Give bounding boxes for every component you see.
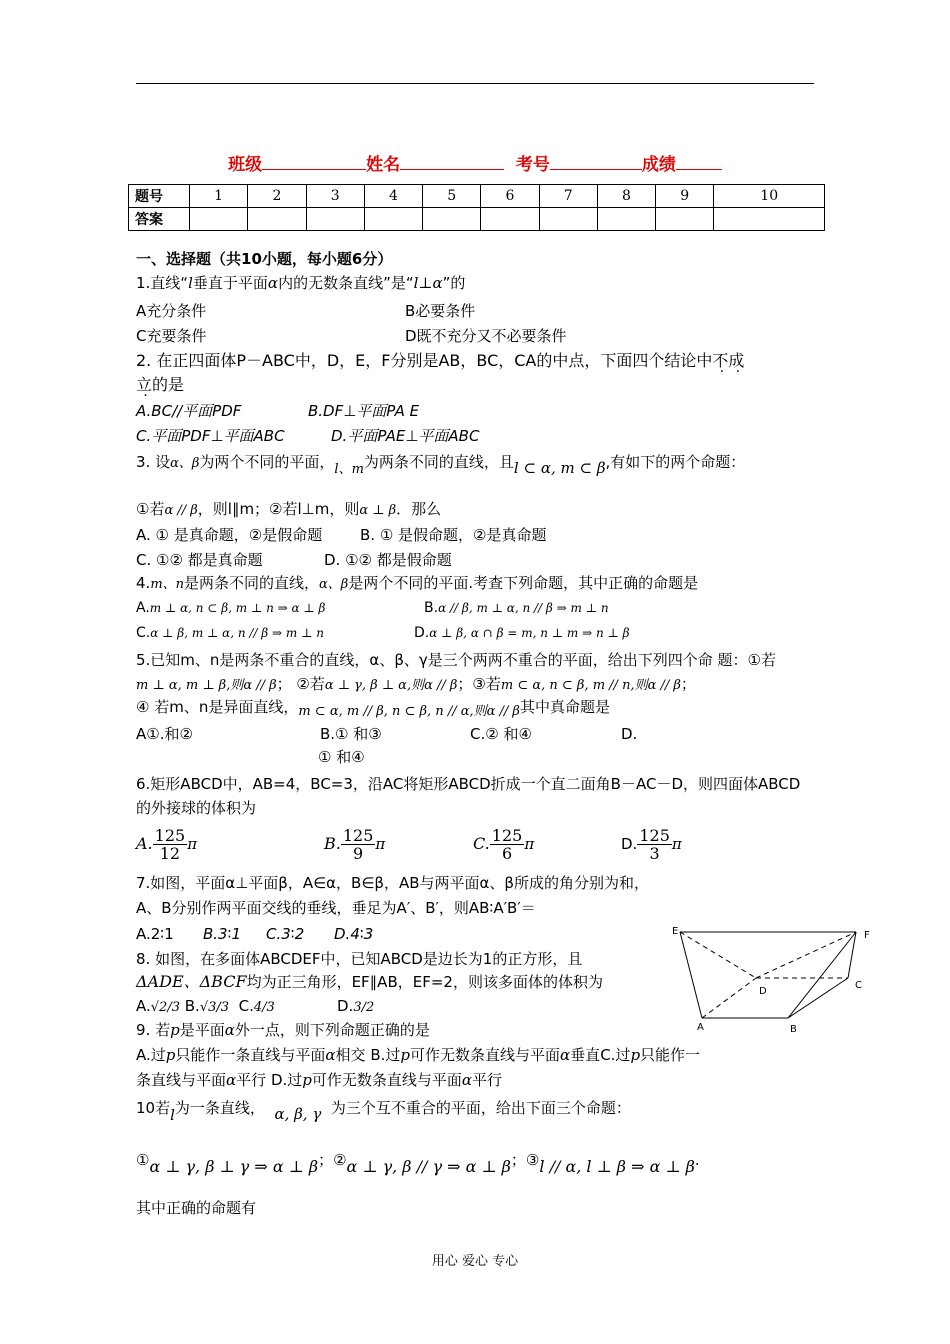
q7-option-a: A.2∶1 <box>136 925 174 943</box>
q8-a-value: √2/3 <box>150 1000 180 1015</box>
q6-stem: 6.矩形ABCD中，AB=4，BC=3，沿AC将矩形ABCD折成一个直二面角B－AC－D，则四面体ABCD <box>136 775 801 793</box>
q4-b-math: α // β, m ⊥ α, n // β ⇒ m ⊥ n <box>438 601 609 615</box>
q2-text: 2. 在正四面体P－ABC中，D，E，F分别是AB，BC，CA的中点，下面四个结论中 <box>136 351 713 370</box>
q7-stem: 7.如图，平面α⊥平面β，A∈α，B∈β，AB与两平面α、β所成的角分别为和， <box>136 874 649 892</box>
q4-b-label: B. <box>424 600 439 616</box>
q4-option-b <box>424 598 609 618</box>
question-number-cell: 3 <box>306 185 364 208</box>
q4-c-label: C. <box>136 625 151 641</box>
q6-a-label: A. <box>136 834 153 853</box>
q8-a-label: A. <box>136 997 151 1015</box>
q1-text: ”的 <box>442 274 466 292</box>
q9-text: 平行 <box>472 1071 503 1089</box>
q1-stem <box>136 273 465 293</box>
q1-text: 垂直于平面 <box>192 274 268 292</box>
answer-table <box>128 184 825 231</box>
q9-p: p <box>400 1046 411 1064</box>
q9-alpha: α <box>224 1021 235 1039</box>
vertex-label-a: A <box>697 1022 704 1033</box>
q9-alpha: α <box>560 1046 571 1064</box>
q10-l: l <box>170 1106 175 1124</box>
question-number-cell: 9 <box>656 185 714 208</box>
q5-option-d-content: ① 和④ <box>318 748 365 766</box>
q4-text: 4. <box>136 574 151 592</box>
answer-cell[interactable] <box>248 208 306 231</box>
q9-text: D.过 <box>270 1071 303 1089</box>
page-footer: 用心 爱心 专心 <box>431 1254 519 1269</box>
q6-c-label: C. <box>473 834 490 853</box>
q9-text: 9. 若 <box>136 1021 171 1039</box>
q6-d-fraction <box>637 827 672 862</box>
vertex-label-e: E <box>672 926 679 937</box>
q4-c-math: α ⊥ β, m ⊥ α, n // β ⇒ m ⊥ n <box>150 626 324 640</box>
q5-prop4: m ⊂ α, m // β, n ⊂ β, n // α,则α // β <box>298 704 520 719</box>
q6-b-num: 125 <box>342 826 374 845</box>
q7-option-b: B.3∶1 <box>203 925 242 943</box>
q6-d-num: 125 <box>639 826 670 845</box>
edge-df-hidden <box>756 932 856 978</box>
q9-text: C.过 <box>600 1046 631 1064</box>
answer-cell[interactable] <box>656 208 714 231</box>
q3-props <box>136 499 441 521</box>
q4-option-d <box>414 623 630 643</box>
q2-emphasis: 立 <box>136 375 153 394</box>
q4-d-math: α ⊥ β, α ∩ β = m, n ⊥ m ⇒ n ⊥ β <box>429 626 630 640</box>
q6-c-den: 6 <box>501 844 513 863</box>
q6-a-den: 12 <box>159 844 181 863</box>
q10-text: . <box>694 1151 700 1169</box>
q2-text: 的是 <box>152 375 185 394</box>
row-label-number: 题号 <box>129 185 190 208</box>
q8-b-value: √3/3 <box>199 1000 230 1015</box>
q1-option-d: D既不充分又不必要条件 <box>405 327 567 345</box>
q8-c-value: 4/3 <box>253 1000 275 1015</box>
q6-option-c <box>473 826 534 862</box>
q4-option-c <box>136 623 324 643</box>
q7-stem-line2: A、B分别作两平面交线的垂线，垂足为A′、B′，则AB∶A′B′＝ <box>136 899 536 917</box>
q5-prop3: m ⊂ α, n ⊂ β, m // n,则α // β <box>500 678 681 693</box>
q3-text: ,有如下的两个命题： <box>605 453 746 471</box>
q10-num: ① <box>136 1151 150 1169</box>
q6-pi: π <box>375 835 386 853</box>
q6-c-num: 125 <box>491 826 523 845</box>
q3-text: ①若 <box>136 500 165 518</box>
q5-props-line3 <box>136 697 610 719</box>
question-number-cell: 6 <box>481 185 539 208</box>
q8-stem-line2 <box>136 972 603 992</box>
q10-stem <box>136 1098 631 1124</box>
q3-option-d: D. ①② 都是假命题 <box>324 551 452 569</box>
q3-option-b: B. ① 是假命题，②是真命题 <box>360 526 547 544</box>
exam-no-label: 考号 <box>515 155 550 175</box>
edge-ed-hidden <box>680 932 756 978</box>
q4-text: 是两个不同的平面.考查下列命题，其中正确的命题是 <box>348 574 699 592</box>
q5-option-d: D. <box>621 725 638 743</box>
q9-alpha: α <box>461 1071 473 1089</box>
q1-option-b: B必要条件 <box>405 302 476 320</box>
q8-option-d <box>337 996 374 1018</box>
q3-lines: l、m <box>334 462 364 477</box>
class-blank[interactable] <box>262 155 366 170</box>
q4-lines: m、n <box>150 577 185 592</box>
exam-no-blank[interactable] <box>550 155 642 170</box>
q3-option-c: C. ①② 都是真命题 <box>136 551 263 569</box>
q4-planes: α、β <box>319 577 349 592</box>
q6-b-fraction <box>341 827 376 862</box>
q3-condition: l ⊂ α, m ⊂ β <box>513 459 606 477</box>
q9-p: p <box>170 1021 180 1039</box>
q9-p: p <box>165 1046 176 1064</box>
q9-stem <box>136 1020 430 1040</box>
q3-text: 为两个不同的平面， <box>199 453 335 471</box>
q4-text: 是两条不同的直线， <box>184 574 320 592</box>
edge-ea <box>680 932 702 1018</box>
q5-option-c: C.② 和④ <box>470 725 532 743</box>
q5-option-a: A①.和② <box>136 725 193 743</box>
q4-option-a <box>136 598 325 618</box>
answer-cell[interactable] <box>306 208 364 231</box>
q9-text: 可作无数条直线与平面 <box>410 1046 561 1064</box>
q8-stem: 8. 如图，在多面体ABCDEF中，已知ABCD是边长为1的正方形，且 <box>136 950 583 968</box>
q9-text: B.过 <box>370 1046 401 1064</box>
q10-prop1: α ⊥ γ, β ⊥ γ ⇒ α ⊥ β <box>149 1157 319 1176</box>
q5-stem: 5.已知m、n是两条不重合的直线，α、β、γ是三个两两不重合的平面，给出下列四个命 题：①若 <box>136 651 776 669</box>
q9-options-line2 <box>136 1070 502 1090</box>
q5-text: ； <box>680 675 696 693</box>
q9-text: 外一点，则下列命题正确的是 <box>234 1021 430 1039</box>
q4-a-label: A. <box>136 600 150 616</box>
answer-cell[interactable] <box>423 208 481 231</box>
q9-text: 相交 <box>335 1046 366 1064</box>
q2-option-d: D.平面PAE⊥平面ABC <box>331 427 480 445</box>
vertex-label-b: B <box>790 1024 797 1035</box>
name-label: 姓名 <box>366 155 401 175</box>
q1-l: l <box>188 274 193 292</box>
q3-math: α ⊥ β <box>359 503 397 518</box>
q5-text: 其中真命题是 <box>519 698 610 716</box>
q8-options <box>136 996 275 1018</box>
q1-option-a: A充分条件 <box>136 302 207 320</box>
question-number-cell: 7 <box>539 185 597 208</box>
q10-text: 10若 <box>136 1099 171 1117</box>
q6-a-fraction <box>153 827 188 862</box>
q5-text: ； ②若 <box>276 675 325 693</box>
q4-stem <box>136 573 698 595</box>
answer-cell[interactable] <box>597 208 655 231</box>
table-row-numbers <box>129 185 825 208</box>
q6-option-a <box>136 826 197 862</box>
q6-d-label: D. <box>621 835 638 853</box>
q2-stem <box>136 351 744 371</box>
q5-props-line2 <box>136 674 696 696</box>
q5-text: ④ 若m、n是异面直线， <box>136 698 299 716</box>
q3-text: 3. 设 <box>136 453 171 471</box>
q2-option-b: B.DF⊥平面PA E <box>308 402 420 420</box>
q9-text: 是平面 <box>179 1021 225 1039</box>
q9-text: 只能作一条直线与平面 <box>175 1046 326 1064</box>
q8-triangles: ΔADE、ΔBCF <box>136 972 247 991</box>
vertex-label-d: D <box>759 986 767 997</box>
q1-text: 内的无数条直线”是“ <box>278 274 414 292</box>
q10-props <box>136 1150 700 1176</box>
q7-option-d: D.4∶3 <box>334 925 374 943</box>
vertex-label-c: C <box>855 980 862 991</box>
q9-text: 垂直 <box>570 1046 601 1064</box>
q3-text: ，则l∥m；②若l⊥m，则 <box>197 500 360 518</box>
edge-ad-hidden <box>702 978 756 1018</box>
row-label-answer: 答案 <box>129 208 190 231</box>
question-number-cell: 8 <box>597 185 655 208</box>
q8-text: 均为正三角形，EF∥AB，EF=2，则该多面体的体积为 <box>246 973 603 991</box>
q3-math: α // β <box>164 503 198 518</box>
name-blank[interactable] <box>400 155 504 170</box>
q1-alpha: α <box>267 274 279 292</box>
q8-c-label: C. <box>238 997 254 1015</box>
q6-pi: π <box>524 835 535 853</box>
q9-text: 可作无数条直线与平面 <box>311 1071 462 1089</box>
q9-text: 平行 <box>236 1071 267 1089</box>
q3-planes: α、β <box>170 456 200 471</box>
question-number-cell: 1 <box>190 185 248 208</box>
q5-text: ；③若 <box>457 675 501 693</box>
question-number-cell: 10 <box>714 185 825 208</box>
q5-option-b: B.① 和③ <box>320 725 382 743</box>
q6-pi: π <box>187 835 198 853</box>
section-title: 一、选择题（共10小题，每小题6分） <box>136 250 393 268</box>
q9-text: A.过 <box>136 1046 166 1064</box>
q6-c-fraction <box>490 827 525 862</box>
q5-prop2: α ⊥ γ, β ⊥ α,则α // β <box>324 678 458 693</box>
q10-tail: 其中正确的命题有 <box>136 1199 257 1217</box>
score-label: 成绩 <box>641 155 676 175</box>
q6-b-den: 9 <box>353 844 364 863</box>
question-number-cell: 5 <box>423 185 481 208</box>
vertex-label-f: F <box>864 930 870 941</box>
q10-num: ；② <box>318 1151 347 1169</box>
q10-prop2: α ⊥ γ, β // γ ⇒ α ⊥ β <box>346 1157 511 1176</box>
answer-cell[interactable] <box>364 208 422 231</box>
q3-text: 为两条不同的直线，且 <box>363 453 514 471</box>
q8-b-label: B. <box>184 997 200 1015</box>
q6-stem-line2: 的外接球的体积为 <box>136 799 257 817</box>
q9-p: p <box>302 1071 312 1089</box>
header-rule <box>136 83 814 84</box>
score-blank[interactable] <box>676 155 722 170</box>
q7-option-c: C.3∶2 <box>266 925 305 943</box>
q1-text: 1.直线“ <box>136 274 189 292</box>
q3-text: ．那么 <box>396 500 442 518</box>
q6-option-d <box>621 826 682 862</box>
q9-options-line1 <box>136 1045 700 1065</box>
q2-emphasis: 不 <box>712 351 729 370</box>
q6-pi: π <box>671 835 682 853</box>
q9-alpha: α <box>226 1071 237 1089</box>
q6-b-label: B. <box>324 834 341 853</box>
q10-num: ；③ <box>510 1151 540 1169</box>
edge-cf <box>848 932 856 978</box>
q6-option-b <box>324 826 385 862</box>
q10-text: 为三个互不重合的平面，给出下面三个命题： <box>330 1099 631 1117</box>
q2-option-c: C.平面PDF⊥平面ABC <box>136 427 285 445</box>
q2-emphasis: 成 <box>728 351 745 370</box>
student-info-header <box>0 150 950 175</box>
q9-alpha: α <box>325 1046 336 1064</box>
answer-cell[interactable] <box>481 208 539 231</box>
q1-option-c: C充要条件 <box>136 327 207 345</box>
edge-bf <box>788 932 856 1018</box>
q6-d-den: 3 <box>649 844 660 863</box>
answer-cell[interactable] <box>539 208 597 231</box>
answer-cell[interactable] <box>190 208 248 231</box>
q3-option-a: A. ① 是真命题，②是假命题 <box>136 526 323 544</box>
q10-text: 为一条直线， <box>174 1099 265 1117</box>
q9-p: p <box>630 1046 641 1064</box>
q2-stem-line2 <box>136 375 184 395</box>
q10-planes: α, β, γ <box>274 1105 322 1123</box>
q2-option-a: A.BC//平面PDF <box>136 402 242 420</box>
q1-cond: l⊥α <box>413 274 443 292</box>
q8-d-label: D. <box>337 997 354 1015</box>
polyhedron-figure <box>668 922 883 1040</box>
q9-text: 条直线与平面 <box>136 1071 227 1089</box>
q6-a-num: 125 <box>154 826 186 845</box>
class-label: 班级 <box>228 155 263 175</box>
table-row-answers <box>129 208 825 231</box>
q4-a-math: m ⊥ α, n ⊂ β, m ⊥ n ⇒ α ⊥ β <box>149 601 326 615</box>
q3-stem <box>136 452 746 477</box>
q8-d-value: 3/2 <box>353 1000 375 1015</box>
edge-bc <box>788 978 848 1018</box>
question-number-cell: 4 <box>364 185 422 208</box>
q5-prop1: m ⊥ α, m ⊥ β,则α // β <box>136 678 277 693</box>
question-number-cell: 2 <box>248 185 306 208</box>
answer-cell[interactable] <box>714 208 825 231</box>
q9-text: 只能作一 <box>640 1046 701 1064</box>
q4-d-label: D. <box>414 625 430 641</box>
q10-prop3: l // α, l ⊥ β ⇒ α ⊥ β <box>539 1157 695 1176</box>
